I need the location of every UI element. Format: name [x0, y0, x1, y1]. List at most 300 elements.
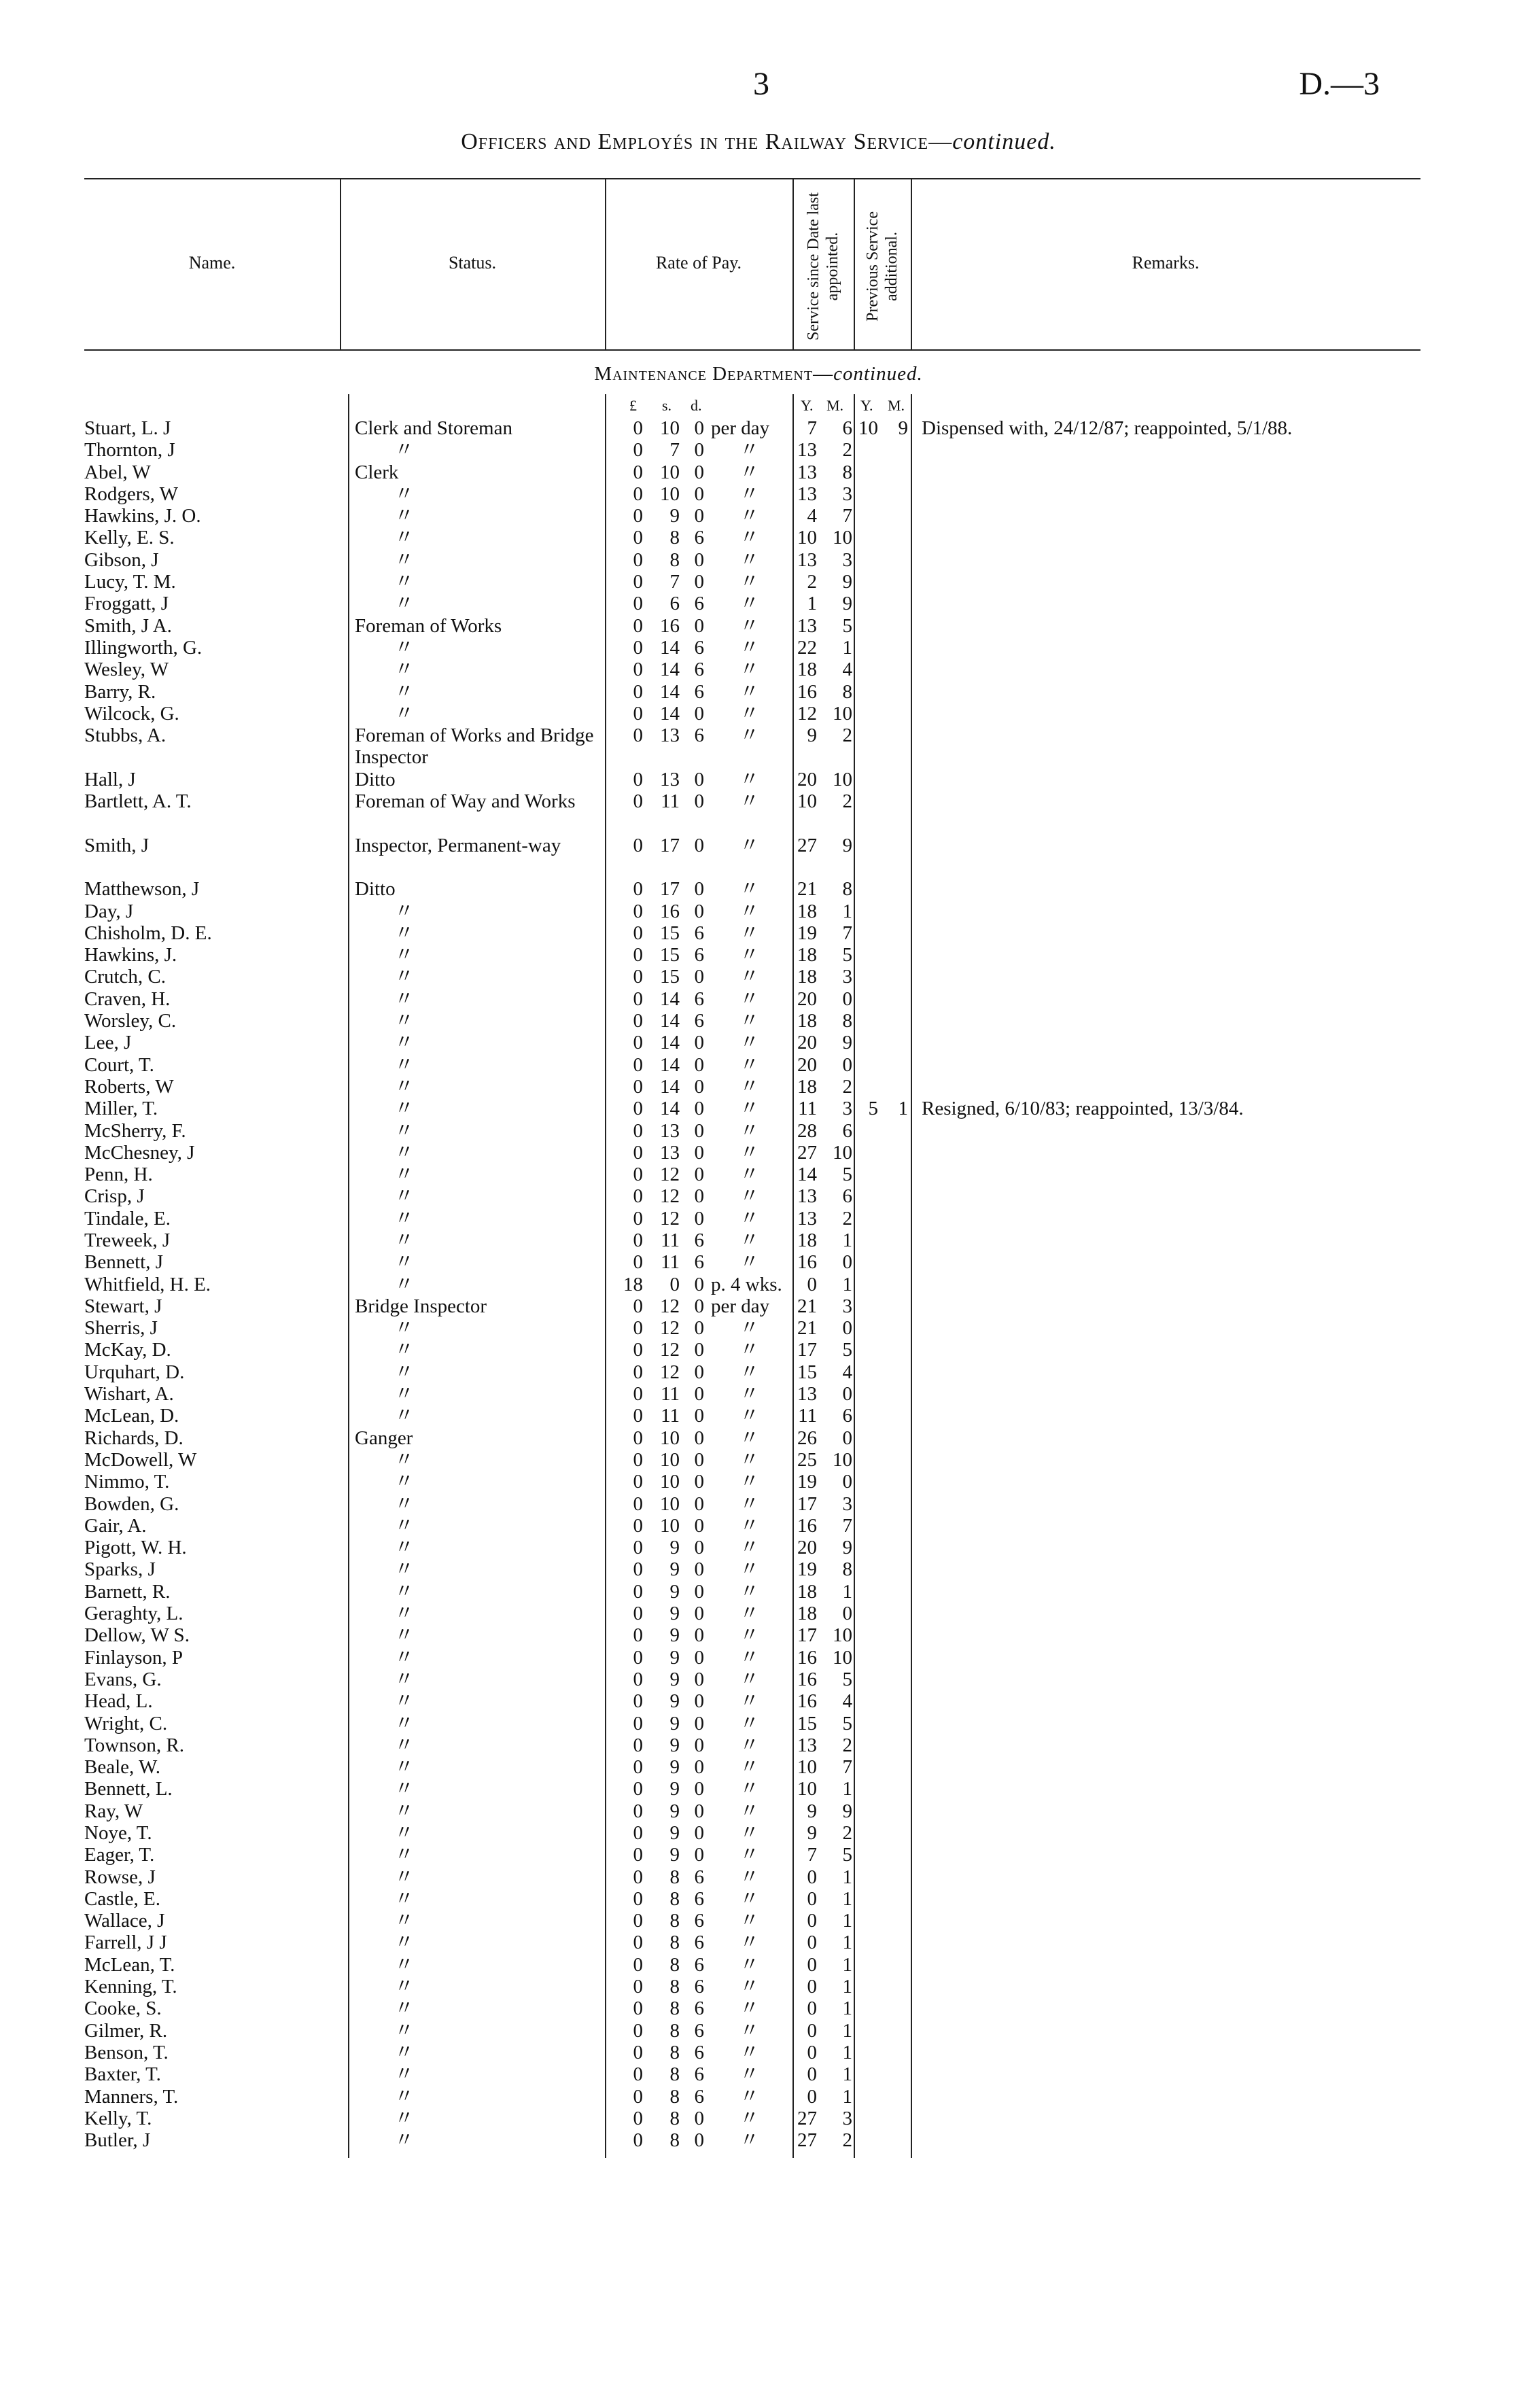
employee-name: Kelly, E. S.: [84, 527, 175, 549]
service-months: 3: [842, 548, 852, 571]
service-months: 10: [833, 1624, 852, 1647]
rate-pence: 0: [694, 834, 704, 856]
table-row: [0, 1581, 1517, 1603]
service-years: 18: [797, 659, 817, 681]
employee-status: 〃: [394, 1141, 415, 1164]
employee-name: Ray, W: [84, 1800, 143, 1822]
rate-pounds: 0: [633, 988, 643, 1010]
service-years: 21: [797, 878, 817, 901]
table-row: [0, 1888, 1517, 1910]
rate-pounds: 0: [633, 1997, 643, 2020]
employee-status: 〃: [394, 944, 415, 966]
employee-name: Head, L.: [84, 1690, 153, 1713]
table-row: [0, 1690, 1517, 1712]
rate-unit: 〃: [739, 1778, 760, 1800]
rate-unit: 〃: [739, 548, 760, 571]
employee-status: Ditto: [355, 878, 396, 901]
rate-pence: 6: [694, 922, 704, 944]
rate-pounds: 0: [633, 1164, 643, 1186]
employee-status: 〃: [394, 1997, 415, 2020]
service-months: 7: [842, 1514, 852, 1537]
rate-pounds: 0: [633, 1405, 643, 1427]
rate-shillings: 8: [669, 1932, 680, 1954]
employee-name: Farrell, J J: [84, 1932, 167, 1954]
rate-pence: 0: [694, 1075, 704, 1098]
service-months: 5: [842, 1164, 852, 1186]
service-months: 4: [842, 659, 852, 681]
rate-shillings: 6: [669, 593, 680, 615]
rate-pounds: 0: [633, 1185, 643, 1208]
service-years: 0: [807, 2041, 817, 2063]
rate-pounds: 0: [633, 1558, 643, 1581]
rate-shillings: 9: [669, 505, 680, 527]
employee-status: 〃: [394, 988, 415, 1010]
rate-unit: 〃: [739, 878, 760, 901]
employee-name: Castle, E.: [84, 1887, 160, 1910]
service-years: 0: [807, 1910, 817, 1932]
employee-name: Thornton, J: [84, 439, 175, 461]
rate-unit: 〃: [739, 680, 760, 703]
page-title: [0, 129, 1517, 155]
rate-unit: 〃: [739, 636, 760, 659]
table-row: [0, 1976, 1517, 1997]
employee-name: Worsley, C.: [84, 1010, 177, 1032]
rate-pence: 6: [694, 659, 704, 681]
employee-status: 〃: [394, 1514, 415, 1537]
employee-name: Kenning, T.: [84, 1976, 177, 1998]
employee-status: 〃: [394, 548, 415, 571]
service-months: 3: [842, 1295, 852, 1317]
table-row: [0, 2108, 1517, 2129]
rate-shillings: 15: [660, 922, 680, 944]
rate-unit: 〃: [739, 1339, 760, 1361]
rate-shillings: 7: [669, 439, 680, 461]
rate-unit: p. 4 wks.: [711, 1273, 782, 1295]
rate-pence: 0: [694, 439, 704, 461]
rate-pence: 0: [694, 1690, 704, 1713]
employee-status: Ganger: [355, 1427, 413, 1449]
employee-status: 〃: [394, 702, 415, 725]
employee-status: 〃: [394, 1910, 415, 1932]
rate-pence: 0: [694, 1119, 704, 1142]
service-years: 16: [797, 1668, 817, 1690]
table-row: [0, 439, 1517, 461]
rate-unit: 〃: [739, 966, 760, 988]
service-months: 6: [842, 1185, 852, 1208]
service-years: 13: [797, 439, 817, 461]
rate-unit: 〃: [739, 1098, 760, 1120]
employee-status: 〃: [394, 1273, 415, 1295]
rate-pounds: 0: [633, 768, 643, 790]
rate-unit: 〃: [739, 1646, 760, 1669]
employee-name: Gibson, J: [84, 548, 159, 571]
rate-pounds: 0: [633, 1537, 643, 1559]
service-months: 10: [833, 527, 852, 549]
rate-pence: 0: [694, 1164, 704, 1186]
rate-unit: 〃: [739, 1448, 760, 1471]
employee-name: Gilmer, R.: [84, 2019, 168, 2042]
rate-pounds: 0: [633, 1866, 643, 1888]
rate-unit: 〃: [739, 1953, 760, 1976]
rate-unit: 〃: [739, 725, 760, 747]
service-months: 1: [842, 1273, 852, 1295]
table-row: [0, 1624, 1517, 1646]
rate-unit: 〃: [739, 505, 760, 527]
service-years: 17: [797, 1493, 817, 1515]
employee-status: 〃: [394, 1844, 415, 1866]
service-years: 16: [797, 1514, 817, 1537]
service-years: 11: [798, 1405, 817, 1427]
subheader-pence: d.: [691, 397, 702, 414]
employee-status: 〃: [394, 2041, 415, 2063]
table-row: [0, 922, 1517, 944]
service-years: 20: [797, 1537, 817, 1559]
employee-name: Wishart, A.: [84, 1383, 174, 1406]
rate-shillings: 9: [669, 1558, 680, 1581]
service-years: 9: [807, 725, 817, 747]
table-row: [0, 1756, 1517, 1778]
employee-name: Townson, R.: [84, 1734, 185, 1756]
service-months: 5: [842, 1712, 852, 1734]
rate-unit: 〃: [739, 659, 760, 681]
employee-status: 〃: [394, 1339, 415, 1361]
rate-pence: 0: [694, 1361, 704, 1383]
rate-pence: 0: [694, 966, 704, 988]
service-years: 10: [797, 1756, 817, 1779]
rate-pence: 0: [694, 461, 704, 483]
rate-pounds: 0: [633, 680, 643, 703]
employee-name: Beale, W.: [84, 1756, 160, 1779]
rate-pounds: 0: [633, 1032, 643, 1054]
employee-status: 〃: [394, 2107, 415, 2129]
rate-pence: 0: [694, 1405, 704, 1427]
rate-shillings: 14: [660, 1032, 680, 1054]
rate-pence: 0: [694, 571, 704, 593]
service-years: 0: [807, 2019, 817, 2042]
service-years: 27: [797, 2107, 817, 2129]
employee-status: 〃: [394, 1866, 415, 1888]
table-row: [0, 1208, 1517, 1229]
service-years: 16: [797, 1646, 817, 1669]
rate-pounds: 0: [633, 790, 643, 813]
rate-pence: 0: [694, 1558, 704, 1581]
employee-name: Crutch, C.: [84, 966, 167, 988]
rate-unit: 〃: [739, 461, 760, 483]
rate-shillings: 8: [669, 2107, 680, 2129]
rate-shillings: 8: [669, 2063, 680, 2086]
employee-table-body: [0, 417, 1517, 2151]
rate-unit: 〃: [739, 1734, 760, 1756]
rate-pounds: 0: [633, 1119, 643, 1142]
remarks-text: Dispensed with, 24/12/87; reappointed, 5/1/88.: [922, 417, 1293, 439]
service-years: 28: [797, 1119, 817, 1142]
service-years: 18: [797, 944, 817, 966]
service-years: 0: [807, 1976, 817, 1998]
rate-pounds: 0: [633, 944, 643, 966]
employee-status: Ditto: [355, 768, 396, 790]
page-title-main: Officers and Employés in the Railway Service—: [461, 129, 953, 154]
table-row: [0, 527, 1517, 548]
employee-status: 〃: [394, 1032, 415, 1054]
table-row: [0, 1120, 1517, 1142]
rate-shillings: 13: [660, 725, 680, 747]
employee-status: 〃: [394, 1405, 415, 1427]
rate-pounds: 0: [633, 483, 643, 505]
rate-pence: 0: [694, 483, 704, 505]
employee-status: 〃: [394, 1887, 415, 1910]
rate-pence: 0: [694, 1273, 704, 1295]
rate-pounds: 0: [633, 1339, 643, 1361]
table-row: [0, 483, 1517, 505]
service-years: 27: [797, 2129, 817, 2152]
rate-shillings: 11: [661, 1251, 680, 1274]
rate-unit: 〃: [739, 2019, 760, 2042]
service-months: 2: [842, 1734, 852, 1756]
rate-pence: 6: [694, 1010, 704, 1032]
rate-shillings: 15: [660, 966, 680, 988]
rate-unit: 〃: [739, 1932, 760, 1954]
employee-status: 〃: [394, 1164, 415, 1186]
employee-name: Miller, T.: [84, 1098, 158, 1120]
rate-pence: 0: [694, 878, 704, 901]
employee-status: Clerk: [355, 461, 399, 483]
service-months: 7: [842, 1756, 852, 1779]
service-years: 13: [797, 1185, 817, 1208]
rate-pence: 6: [694, 944, 704, 966]
rate-shillings: 8: [669, 527, 680, 549]
rate-shillings: 8: [669, 1976, 680, 1998]
service-months: 1: [842, 1910, 852, 1932]
table-row: [0, 615, 1517, 637]
rate-pence: 0: [694, 1053, 704, 1076]
rate-unit: 〃: [739, 702, 760, 725]
rate-shillings: 10: [660, 1493, 680, 1515]
rate-shillings: 8: [669, 1997, 680, 2020]
rate-unit: 〃: [739, 1010, 760, 1032]
service-months: 1: [842, 2085, 852, 2108]
rate-shillings: 8: [669, 1953, 680, 1976]
subheader-pound: £: [629, 397, 637, 414]
rate-shillings: 17: [660, 878, 680, 901]
rate-pence: 6: [694, 1229, 704, 1251]
rate-shillings: 12: [660, 1295, 680, 1317]
employee-status: 〃: [394, 1646, 415, 1669]
table-row: [0, 637, 1517, 659]
previous-service-months: 1: [898, 1098, 908, 1120]
rate-pounds: 0: [633, 1932, 643, 1954]
rate-unit: 〃: [739, 1866, 760, 1888]
employee-status: 〃: [394, 2085, 415, 2108]
employee-status: 〃: [394, 922, 415, 944]
rate-pence: 0: [694, 1646, 704, 1669]
employee-status: 〃: [394, 1361, 415, 1383]
employee-status: 〃: [394, 1229, 415, 1251]
rate-pounds: 0: [633, 461, 643, 483]
service-months: 1: [842, 1229, 852, 1251]
rate-pounds: 0: [633, 2129, 643, 2152]
rate-pounds: 0: [633, 1251, 643, 1274]
employee-status: 〃: [394, 1075, 415, 1098]
rate-pence: 6: [694, 1251, 704, 1274]
table-row: [0, 1713, 1517, 1734]
employee-status: 〃: [394, 571, 415, 593]
rate-shillings: 8: [669, 2085, 680, 2108]
service-months: 9: [842, 1800, 852, 1822]
rate-pounds: 0: [633, 900, 643, 922]
employee-name: Rodgers, W: [84, 483, 179, 505]
rate-pence: 0: [694, 548, 704, 571]
rate-pounds: 0: [633, 2085, 643, 2108]
rate-pence: 0: [694, 614, 704, 637]
employee-status: 〃: [394, 966, 415, 988]
service-years: 7: [807, 417, 817, 439]
rate-pence: 0: [694, 417, 704, 439]
service-months: 1: [842, 900, 852, 922]
employee-name: Bowden, G.: [84, 1493, 179, 1515]
table-row: [0, 1778, 1517, 1800]
service-months: 1: [842, 1976, 852, 1998]
rate-pence: 0: [694, 1295, 704, 1317]
rate-pence: 6: [694, 680, 704, 703]
rate-shillings: 8: [669, 548, 680, 571]
rate-unit: 〃: [739, 2063, 760, 2086]
service-months: 9: [842, 834, 852, 856]
rate-shillings: 12: [660, 1317, 680, 1340]
service-years: 9: [807, 1822, 817, 1844]
service-years: 0: [807, 2085, 817, 2108]
section-heading-main: Maintenance Department—: [594, 363, 834, 385]
employee-status: 〃: [394, 1053, 415, 1076]
service-months: 4: [842, 1361, 852, 1383]
table-row: [0, 901, 1517, 922]
employee-status: 〃: [394, 2129, 415, 2152]
service-months: 9: [842, 1537, 852, 1559]
employee-name: Stewart, J: [84, 1295, 162, 1317]
previous-service-years: 5: [868, 1098, 878, 1120]
rate-unit: 〃: [739, 1251, 760, 1274]
table-row: [0, 835, 1517, 879]
rate-pounds: 0: [633, 571, 643, 593]
service-years: 0: [807, 1273, 817, 1295]
service-months: 1: [842, 636, 852, 659]
rate-pence: 6: [694, 593, 704, 615]
rate-pounds: 0: [633, 1756, 643, 1779]
rate-unit: 〃: [739, 900, 760, 922]
employee-status: 〃: [394, 1448, 415, 1471]
rate-pounds: 0: [633, 1317, 643, 1340]
employee-name: Stuart, L. J: [84, 417, 171, 439]
employee-name: Bennett, J: [84, 1251, 163, 1274]
rate-pence: 6: [694, 1997, 704, 2020]
rate-shillings: 0: [669, 1273, 680, 1295]
rate-unit: 〃: [739, 1361, 760, 1383]
service-months: 0: [842, 1383, 852, 1406]
rate-pounds: 0: [633, 725, 643, 747]
service-months: 1: [842, 1778, 852, 1800]
table-row: [0, 1866, 1517, 1888]
table-row: [0, 1010, 1517, 1032]
table-row: [0, 1800, 1517, 1822]
rate-shillings: 14: [660, 1098, 680, 1120]
service-months: 1: [842, 1997, 852, 2020]
rate-shillings: 9: [669, 1646, 680, 1669]
rate-pence: 6: [694, 2085, 704, 2108]
employee-name: Finlayson, P: [84, 1646, 184, 1669]
employee-name: Day, J: [84, 900, 134, 922]
rate-pounds: 0: [633, 878, 643, 901]
rate-pence: 0: [694, 505, 704, 527]
service-months: 2: [842, 1207, 852, 1229]
table-row: [0, 1471, 1517, 1493]
rate-shillings: 13: [660, 768, 680, 790]
rate-pence: 0: [694, 1537, 704, 1559]
service-years: 26: [797, 1427, 817, 1449]
rate-pence: 0: [694, 1822, 704, 1844]
rate-pence: 0: [694, 1185, 704, 1208]
rate-pence: 0: [694, 1514, 704, 1537]
rate-pounds: 0: [633, 922, 643, 944]
rate-shillings: 9: [669, 1822, 680, 1844]
employee-name: McDowell, W: [84, 1448, 197, 1471]
employee-name: Smith, J: [84, 834, 150, 856]
service-years: 18: [797, 1075, 817, 1098]
service-years: 11: [798, 1098, 817, 1120]
employee-name: Kelly, T.: [84, 2107, 152, 2129]
service-months: 7: [842, 922, 852, 944]
service-months: 2: [842, 725, 852, 747]
rate-pence: 0: [694, 1756, 704, 1779]
service-months: 7: [842, 505, 852, 527]
rate-pounds: 0: [633, 636, 643, 659]
employee-status: Clerk and Storeman: [355, 417, 512, 439]
service-years: 0: [807, 1997, 817, 2020]
table-row: [0, 417, 1517, 439]
rate-pence: 0: [694, 1032, 704, 1054]
rate-pounds: 0: [633, 1010, 643, 1032]
employee-name: Chisholm, D. E.: [84, 922, 212, 944]
service-months: 1: [842, 2063, 852, 2086]
employee-status: Foreman of Works: [355, 614, 502, 637]
rate-pounds: 0: [633, 1953, 643, 1976]
rate-shillings: 7: [669, 571, 680, 593]
rate-unit: 〃: [739, 571, 760, 593]
rate-shillings: 9: [669, 1690, 680, 1713]
rate-pence: 0: [694, 1668, 704, 1690]
rate-pounds: 0: [633, 1448, 643, 1471]
rate-pounds: 0: [633, 966, 643, 988]
rate-unit: 〃: [739, 1844, 760, 1866]
service-years: 10: [797, 1778, 817, 1800]
service-years: 18: [797, 1603, 817, 1625]
rate-pence: 6: [694, 1976, 704, 1998]
service-months: 0: [842, 988, 852, 1010]
service-months: 0: [842, 1427, 852, 1449]
rate-shillings: 11: [661, 1383, 680, 1406]
employee-name: Bennett, L.: [84, 1778, 173, 1800]
employee-status: Foreman of Works and Bridge Inspector: [355, 725, 594, 769]
rate-shillings: 9: [669, 1778, 680, 1800]
service-months: 2: [842, 790, 852, 813]
rate-unit: 〃: [739, 1207, 760, 1229]
service-years: 20: [797, 1032, 817, 1054]
subheader-prev-months: M.: [888, 397, 905, 414]
rate-shillings: 14: [660, 680, 680, 703]
employee-status: Inspector, Permanent-way: [355, 834, 561, 856]
rate-pounds: 0: [633, 1493, 643, 1515]
rate-pounds: 0: [633, 1822, 643, 1844]
employee-status: 〃: [394, 1383, 415, 1406]
employee-status: 〃: [394, 1800, 415, 1822]
